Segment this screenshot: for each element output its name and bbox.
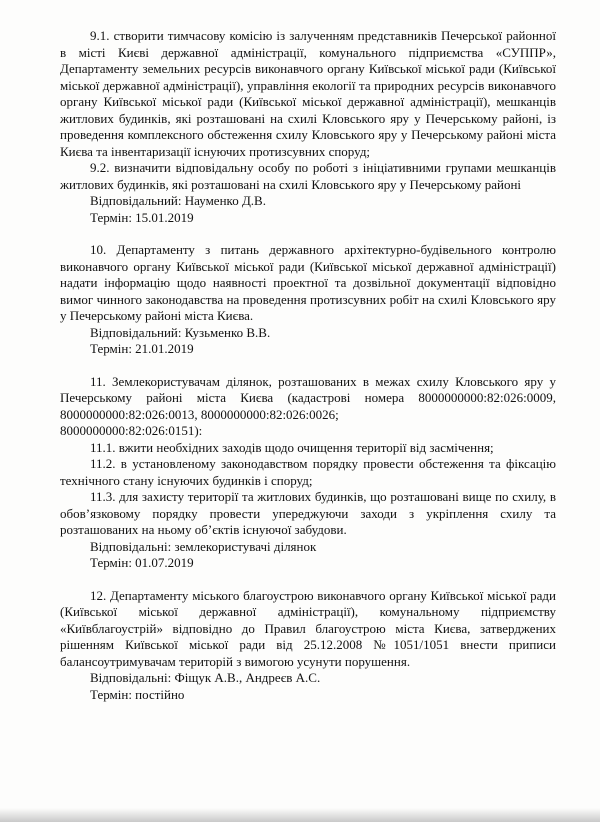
paragraph-11-3: 11.3. для захисту території та житлових будинків, що розташовані вище по схилу, в обов’язковому порядку провести упереджуючи заходи з укріплення схилу та розташованих на ньому об’єктів існуючої забудови. [60, 489, 556, 537]
paragraph-9-2: 9.2. визначити відповідальну особу по роботі з ініціативними групами мешканців житлових будинків, які розташовані на схилі Кловського яру у Печерському районі [60, 160, 556, 192]
paragraph-11-cadastral-last: 8000000000:82:026:0151): [60, 423, 203, 438]
paragraph-11-2: 11.2. в установленому законодавством порядку провести обстеження та фіксацію технічного стану існуючих будинків і споруд; [60, 456, 556, 488]
spacer [60, 358, 556, 374]
deadline-12: Термін: постійно [90, 686, 185, 702]
scan-edge-shadow [0, 808, 600, 822]
document-body [60, 28, 556, 703]
deadline-10: Термін: 21.01.2019 [90, 341, 194, 356]
paragraph-10: 10. Департаменту з питань державного архітектурно-будівельного контролю виконавчого органу Київської міської ради (Київської міської державної адміністрації) надати інформацію щодо наявності проектної та дозвільної документації відповідно вимог чинного законодавства на проведення протизсувних робіт на схилі Кловського яру у Печерському районі міста Києва. [60, 242, 556, 323]
spacer [60, 572, 556, 588]
paragraph-11-1: 11.1. вжити необхідних заходів щодо очищення території від засмічення; [90, 439, 494, 455]
responsible-9: Відповідальний: Науменко Д.В. [90, 193, 266, 208]
responsible-12: Відповідальні: Фіщук А.В., Андреєв А.С. [90, 670, 321, 685]
responsible-11: Відповідальні: землекористувачі ділянок [90, 538, 317, 554]
paragraph-11: 11. Землекористувачам ділянок, розташованих в межах схилу Кловського яру у Печерському районі міста Києва (кадастрові номера 8000000000:82:026:0009, 8000000000:82:026:0013, 8000000000:82:026:0026; [60, 373, 556, 422]
responsible-10: Відповідальний: Кузьменко В.В. [90, 324, 271, 340]
paragraph-12: 12. Департаменту міського благоустрою виконавчого органу Київської міської ради (Київської міської державної адміністрації), комунальному підприємству «Київблагоустрій» відповідно до Правил благоустрою міста Києва, затверджених рішенням Київської міської ради від 25.12.2008 №1051/1051 внести приписи балансоутримувачам територій з вимогою усунути порушення. [60, 587, 556, 669]
deadline-11: Термін: 01.07.2019 [90, 555, 194, 570]
paragraph-9-1: 9.1. створити тимчасову комісію із залученням представників Печерської районної в місті Києві державної адміністрації, комунального підприємства «СУППР», Департаменту земельних ресурсів виконавчого органу Київської міської ради (Київської міської державної адміністрації), управління екології та природних ресурсів виконавчого органу Київської міської ради (Київської міської державної адміністрації), мешканців житлових будинків, які розташовані на схилі Кловського яру у Печерському районі, із проведення комплексного обстеження схилу Кловського яру у Печерському районі міста Києва та інвентаризації існуючих протизсувних споруд; [60, 28, 556, 159]
spacer [60, 226, 556, 242]
deadline-9: Термін: 15.01.2019 [90, 209, 194, 225]
